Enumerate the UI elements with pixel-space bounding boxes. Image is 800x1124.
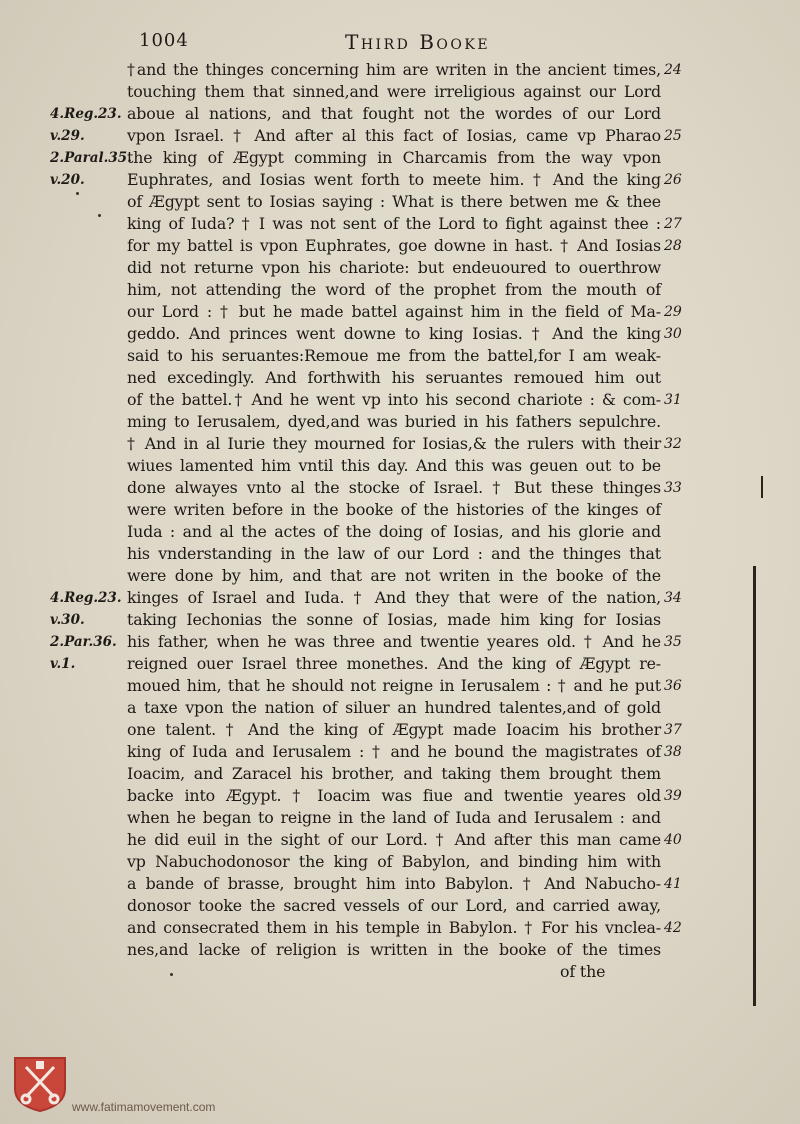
verse-number: 37 (664, 722, 682, 738)
margin-reference: 2.Par.36. (50, 634, 117, 650)
verse-number: 30 (664, 326, 682, 342)
verse-number: 25 (664, 128, 682, 144)
running-title: Third Booke (345, 30, 491, 54)
text-line: nes,and lacke of religion is written in the booke of the times (127, 940, 661, 959)
text-line: †and the thinges concerning him are writen in the ancient times, (127, 60, 661, 79)
text-line: vp Nabuchodonosor the king of Babylon, and binding him with (127, 852, 661, 871)
verse-number: 36 (664, 678, 682, 694)
page-header (0, 30, 800, 56)
page-number: 1004 (139, 30, 189, 51)
text-line: said to his seruantes:Remoue me from the battel,for I am weak- (127, 346, 661, 365)
margin-mark (761, 476, 763, 498)
text-line: him, not attending the word of the prophet from the mouth of (127, 280, 661, 299)
text-line: a taxe vpon the nation of siluer an hundred talentes,and of gold (127, 698, 661, 717)
verse-number: 35 (664, 634, 682, 650)
text-line: ming to Ierusalem, dyed,and was buried in his fathers sepulchre. (127, 412, 661, 431)
margin-reference: v.1. (50, 656, 76, 672)
text-line: one talent. † And the king of Ægypt made Ioacim his brother (127, 720, 661, 739)
text-line: backe into Ægypt. † Ioacim was fiue and twentie yeares old (127, 786, 661, 805)
text-line: his vnderstanding in the law of our Lord : and the thinges that (127, 544, 661, 563)
verse-number: 42 (664, 920, 682, 936)
text-line: vpon Israel. † And after al this fact of Iosias, came vp Pharao (127, 126, 661, 145)
margin-reference: 4.Reg.23. (50, 590, 122, 606)
margin-dot (170, 973, 173, 976)
margin-dot (98, 214, 101, 217)
text-line: were writen before in the booke of the histories of the kinges of (127, 500, 661, 519)
verse-number: 38 (664, 744, 682, 760)
margin-rule (753, 566, 756, 1006)
verse-number: 40 (664, 832, 682, 848)
text-line: when he began to reigne in the land of Iuda and Ierusalem : and (127, 808, 661, 827)
text-line: king of Iuda? † I was not sent of the Lord to fight against thee : (127, 214, 661, 233)
verse-number: 34 (664, 590, 682, 606)
text-line: for my battel is vpon Euphrates, goe downe in hast. † And Iosias (127, 236, 661, 255)
text-line: Ioacim, and Zaracel his brother, and taking them brought them (127, 764, 661, 783)
text-line: his father, when he was three and twentie yeares old. † And he (127, 632, 661, 651)
text-line: taking Iechonias the sonne of Iosias, made him king for Iosias (127, 610, 661, 629)
verse-number: 29 (664, 304, 682, 320)
text-line: a bande of brasse, brought him into Babylon. † And Nabucho- (127, 874, 661, 893)
papal-keys-crest-icon (12, 1055, 68, 1113)
text-line: moued him, that he should not reigne in Ierusalem : † and he put (127, 676, 661, 695)
text-line: and consecrated them in his temple in Babylon. † For his vnclea- (127, 918, 661, 937)
text-line: king of Iuda and Ierusalem : † and he bound the magistrates of (127, 742, 661, 761)
text-line: ned excedingly. And forthwith his seruantes remoued him out (127, 368, 661, 387)
text-line: of Ægypt sent to Iosias saying : What is there betwen me & thee (127, 192, 661, 211)
verse-number: 26 (664, 172, 682, 188)
text-line: did not returne vpon his chariote: but endeuoured to ouerthrow (127, 258, 661, 277)
verse-number: 27 (664, 216, 682, 232)
margin-reference: v.20. (50, 172, 85, 188)
margin-reference: v.29. (50, 128, 85, 144)
verse-number: 41 (664, 876, 682, 892)
text-line: reigned ouer Israel three monethes. And the king of Ægypt re- (127, 654, 661, 673)
verse-number: 24 (664, 62, 682, 78)
text-line: the king of Ægypt comming in Charcamis from the way vpon (127, 148, 661, 167)
text-line: geddo. And princes went downe to king Iosias. † And the king (127, 324, 661, 343)
text-line: touching them that sinned,and were irreligious against our Lord (127, 82, 661, 101)
text-line: aboue al nations, and that fought not the wordes of our Lord (127, 104, 661, 123)
text-line: wiues lamented him vntil this day. And this was geuen out to be (127, 456, 661, 475)
text-line: of the (560, 962, 606, 981)
margin-dot (76, 192, 79, 195)
verse-number: 33 (664, 480, 682, 496)
text-line: of the battel.† And he went vp into his second chariote : & com- (127, 390, 661, 409)
margin-reference: 4.Reg.23. (50, 106, 122, 122)
text-line: he did euil in the sight of our Lord. † And after this man came (127, 830, 661, 849)
verse-number: 31 (664, 392, 682, 408)
text-line: Euphrates, and Iosias went forth to meete him. † And the king (127, 170, 661, 189)
text-line: Iuda : and al the actes of the doing of Iosias, and his glorie and (127, 522, 661, 541)
text-line: donosor tooke the sacred vessels of our Lord, and carried away, (127, 896, 661, 915)
text-line: our Lord : † but he made battel against him in the field of Ma- (127, 302, 661, 321)
text-line: kinges of Israel and Iuda. † And they that were of the nation, (127, 588, 661, 607)
text-line: done alwayes vnto al the stocke of Israel. † But these thinges (127, 478, 661, 497)
watermark[interactable]: www.fatimamovement.com (72, 1100, 216, 1114)
text-line: † And in al Iurie they mourned for Iosias,& the rulers with their (127, 434, 661, 453)
margin-reference: 2.Paral.35. (50, 150, 132, 166)
verse-number: 32 (664, 436, 682, 452)
text-line: were done by him, and that are not writen in the booke of the (127, 566, 661, 585)
margin-reference: v.30. (50, 612, 85, 628)
verse-number: 39 (664, 788, 682, 804)
verse-number: 28 (664, 238, 682, 254)
